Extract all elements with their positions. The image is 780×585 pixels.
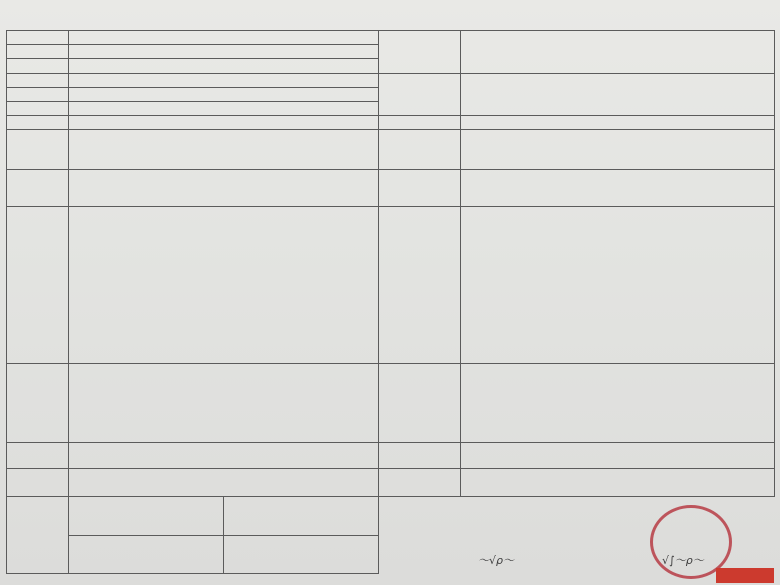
row-label: [7, 116, 69, 130]
requirement-text: [461, 170, 775, 207]
row-label: [7, 443, 69, 469]
row-label: [7, 497, 69, 574]
requirement-text: [461, 116, 775, 130]
row-label: [379, 130, 461, 170]
table-row: [7, 31, 775, 45]
row-label: [379, 73, 461, 116]
row-label: [7, 207, 69, 363]
requirements-table: [6, 30, 775, 574]
table-row: [7, 443, 775, 469]
row-label: [7, 363, 69, 443]
row-label: [7, 59, 69, 73]
row-label: [7, 130, 69, 170]
requirement-text: [461, 468, 775, 496]
row-label: [7, 31, 69, 45]
row-label: [379, 31, 461, 74]
requirement-text: [461, 31, 775, 74]
row-label: [379, 468, 461, 496]
table-row: [7, 130, 775, 170]
table-row: [7, 468, 775, 496]
requirement-text: [461, 443, 775, 469]
car-parking-label: [69, 497, 224, 535]
row-label: [7, 87, 69, 101]
table-row: [7, 207, 775, 363]
requirement-text: [461, 363, 775, 443]
parking-cell: [69, 497, 379, 574]
car-parking-note: [69, 535, 224, 573]
row-label: [7, 170, 69, 207]
handwritten-signature: √∫〜ρ〜: [662, 554, 704, 567]
row-label: [379, 363, 461, 443]
row-label: [7, 468, 69, 496]
row-label: [379, 207, 461, 363]
table-row: [7, 116, 775, 130]
handwritten-signature: 〜√ρ〜: [478, 554, 514, 567]
row-label: [7, 102, 69, 116]
table-row: [7, 363, 775, 443]
table-row: [7, 73, 775, 87]
bike-parking-label: [224, 497, 379, 535]
forum-logo: [716, 568, 774, 583]
bike-parking-note: [224, 535, 379, 573]
requirement-text: [461, 130, 775, 170]
row-label: [379, 116, 461, 130]
row-label: [379, 443, 461, 469]
requirement-text: [461, 73, 775, 116]
row-label: [7, 73, 69, 87]
table-row: [7, 170, 775, 207]
row-label: [379, 170, 461, 207]
row-label: [7, 45, 69, 59]
requirement-text: [461, 207, 775, 363]
